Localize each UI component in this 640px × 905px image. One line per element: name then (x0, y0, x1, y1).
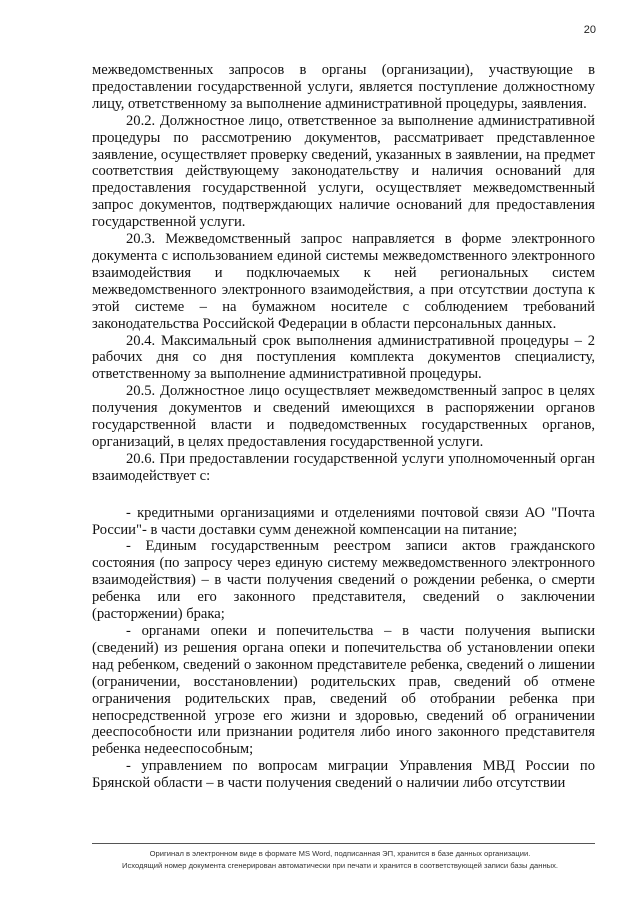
list-item: - управлением по вопросам миграции Управления МВД России по Брянской области – в части получения сведений о наличии либо отсутствии (92, 758, 595, 792)
footer-line-2: Исходящий номер документа сгенерирован автоматически при печати и хранится в соответствующей записи базы данных. (121, 861, 558, 870)
paragraph-20-6: 20.6. При предоставлении государственной услуги уполномоченный орган взаимодействует с: (92, 450, 595, 484)
paragraph-20-2: 20.2. Должностное лицо, ответственное за выполнение административной процедуры по рассмотрению документов, рассматривает представленное заявление, осуществляет проверку сведений, указанных в заявлении, на предмет соответствия действующему законодательству и наличия оснований для предоставления государственной услуги, осуществляет межведомственный запрос документов, подтверждающих наличие оснований для предоставления государственной услуги. (92, 112, 595, 231)
paragraph-20-5: 20.5. Должностное лицо осуществляет межведомственный запрос в целях получения документов и сведений имеющихся в распоряжении органов государственной власти и подведомственных государственных органов, организаций, в целях предоставления государственной услуги. (92, 383, 595, 450)
list-item: - органами опеки и попечительства – в части получения выписки (сведений) из решения органа опеки и попечительства об установлении опеки над ребенком, сведений о законном представителе ребенка, сведений о лишении (ограничении, восстановлении) родительских прав, сведений об отмене ограничения родительских прав, сведений об отобрании ребенка при непосредственной угрозе его жизни и здоровью, сведений об ограничении дееспособности или признании родителя либо иного законного представителя ребенка недееспособным; (92, 623, 595, 758)
paragraph-20-4: 20.4. Максимальный срок выполнения административной процедуры – 2 рабочих дня со дня поступления комплекта документов специалисту, ответственному за выполнение административной процедуры. (92, 332, 595, 383)
page-number: 20 (583, 24, 596, 36)
list-item: - кредитными организациями и отделениями почтовой связи АО "Почта России"- в части доставки сумм денежной компенсации на питание; (92, 504, 595, 538)
footer-divider (92, 843, 595, 844)
blank-line (92, 485, 595, 505)
footer-line-1: Оригинал в электронном виде в формате MS Word, подписанная ЭП, хранится в базе данных организации. (149, 849, 531, 858)
list-item: - Единым государственным реестром записи актов гражданского состояния (по запросу через единую систему межведомственного электронного взаимодействия) – в части получения сведений о рождении ребенка, о смерти ребенка или его законного представителя, сведений о заключении (расторжении) брака; (92, 538, 595, 623)
paragraph-20-3: 20.3. Межведомственный запрос направляется в форме электронного документа с использованием единой системы межведомственного электронного взаимодействия и подключаемых к ней региональных систем межведомственного электронного взаимодействия, а при отсутствии доступа к этой системе – на бумажном носителе с соблюдением требований законодательства Российской Федерации в области персональных данных. (92, 231, 595, 332)
footer (60, 848, 620, 872)
document-body (92, 62, 595, 792)
paragraph-continuation: межведомственных запросов в органы (организации), участвующие в предоставлении государственной услуги, является поступление должностному лицу, ответственному за выполнение административной процедуры, заявления. (92, 62, 595, 112)
